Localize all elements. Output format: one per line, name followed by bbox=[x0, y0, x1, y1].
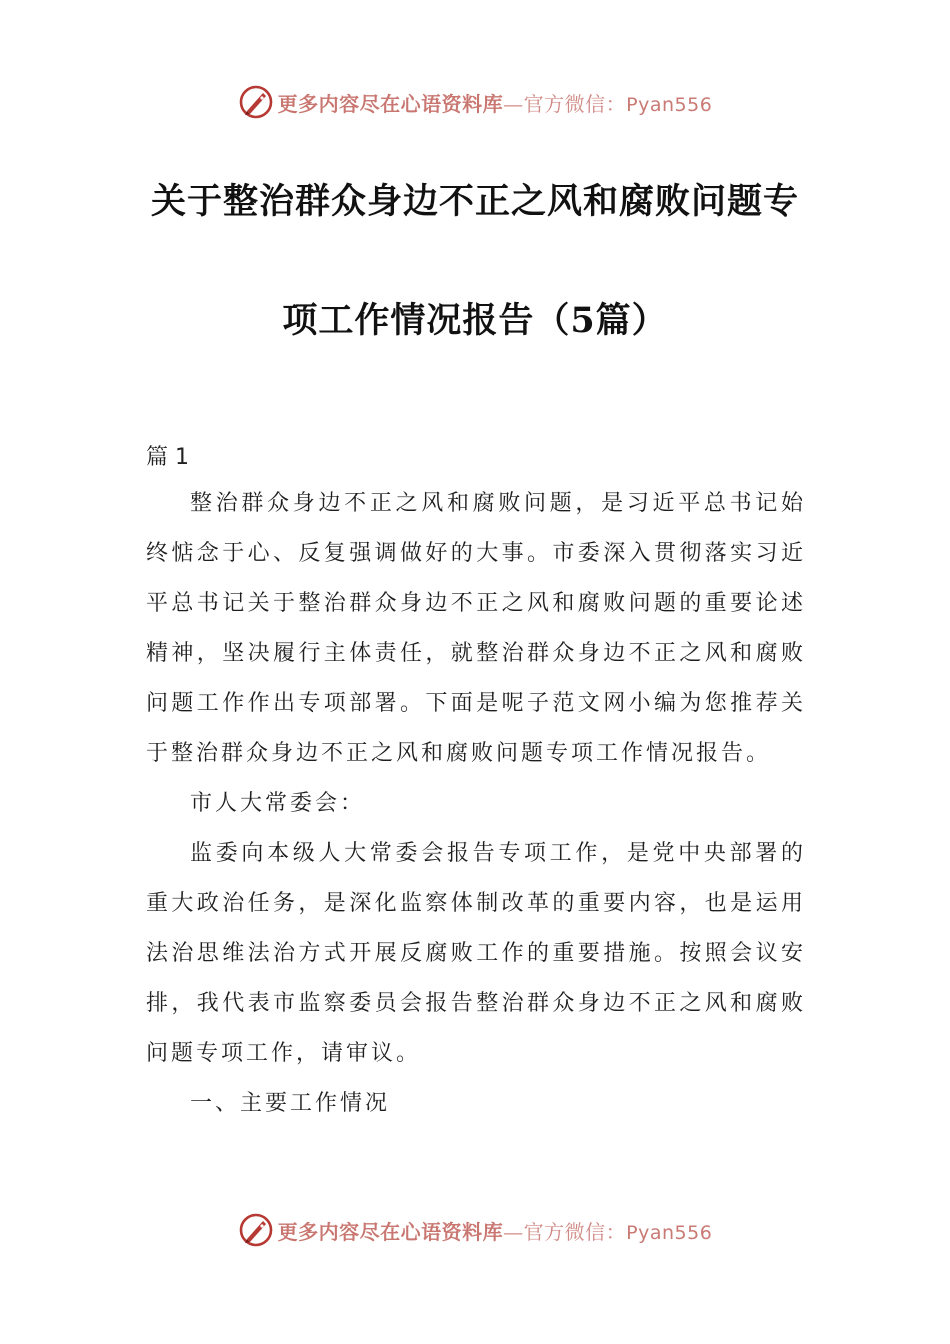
document-body bbox=[146, 479, 806, 1129]
paragraph: 监委向本级人大常委会报告专项工作，是党中央部署的重大政治任务，是深化监察体制改革的重要内容，也是运用法治思维法治方式开展反腐败工作的重要措施。按照会议安排，我代表市监察委员会报告整治群众身边不正之风和腐败问题专项工作，请审议。 bbox=[146, 841, 806, 1066]
watermark-text: 更多内容尽在心语资料库—官方微信：Pyan556 bbox=[277, 1219, 713, 1244]
section-label: 篇 1 bbox=[146, 445, 189, 470]
pen-logo-icon bbox=[238, 1212, 274, 1248]
section-heading: 一、主要工作情况 bbox=[190, 1091, 391, 1116]
document-title-line-2: 项工作情况报告（5篇） bbox=[282, 300, 668, 341]
watermark-text: 更多内容尽在心语资料库—官方微信：Pyan556 bbox=[277, 91, 713, 116]
watermark-banner-bottom bbox=[0, 1210, 950, 1250]
paragraph: 市人大常委会： bbox=[190, 791, 366, 816]
document-title-line-1: 关于整治群众身边不正之风和腐败问题专 bbox=[150, 181, 799, 222]
paragraph: 整治群众身边不正之风和腐败问题，是习近平总书记始终惦念于心、反复强调做好的大事。市委深入贯彻落实习近平总书记关于整治群众身边不正之风和腐败问题的重要论述精神，坚决履行主体责任，就整治群众身边不正之风和腐败问题工作作出专项部署。下面是呢子范文网小编为您推荐关于整治群众身边不正之风和腐败问题专项工作情况报告。 bbox=[146, 491, 806, 766]
watermark-banner-top bbox=[0, 82, 950, 122]
pen-logo-icon bbox=[238, 84, 274, 120]
